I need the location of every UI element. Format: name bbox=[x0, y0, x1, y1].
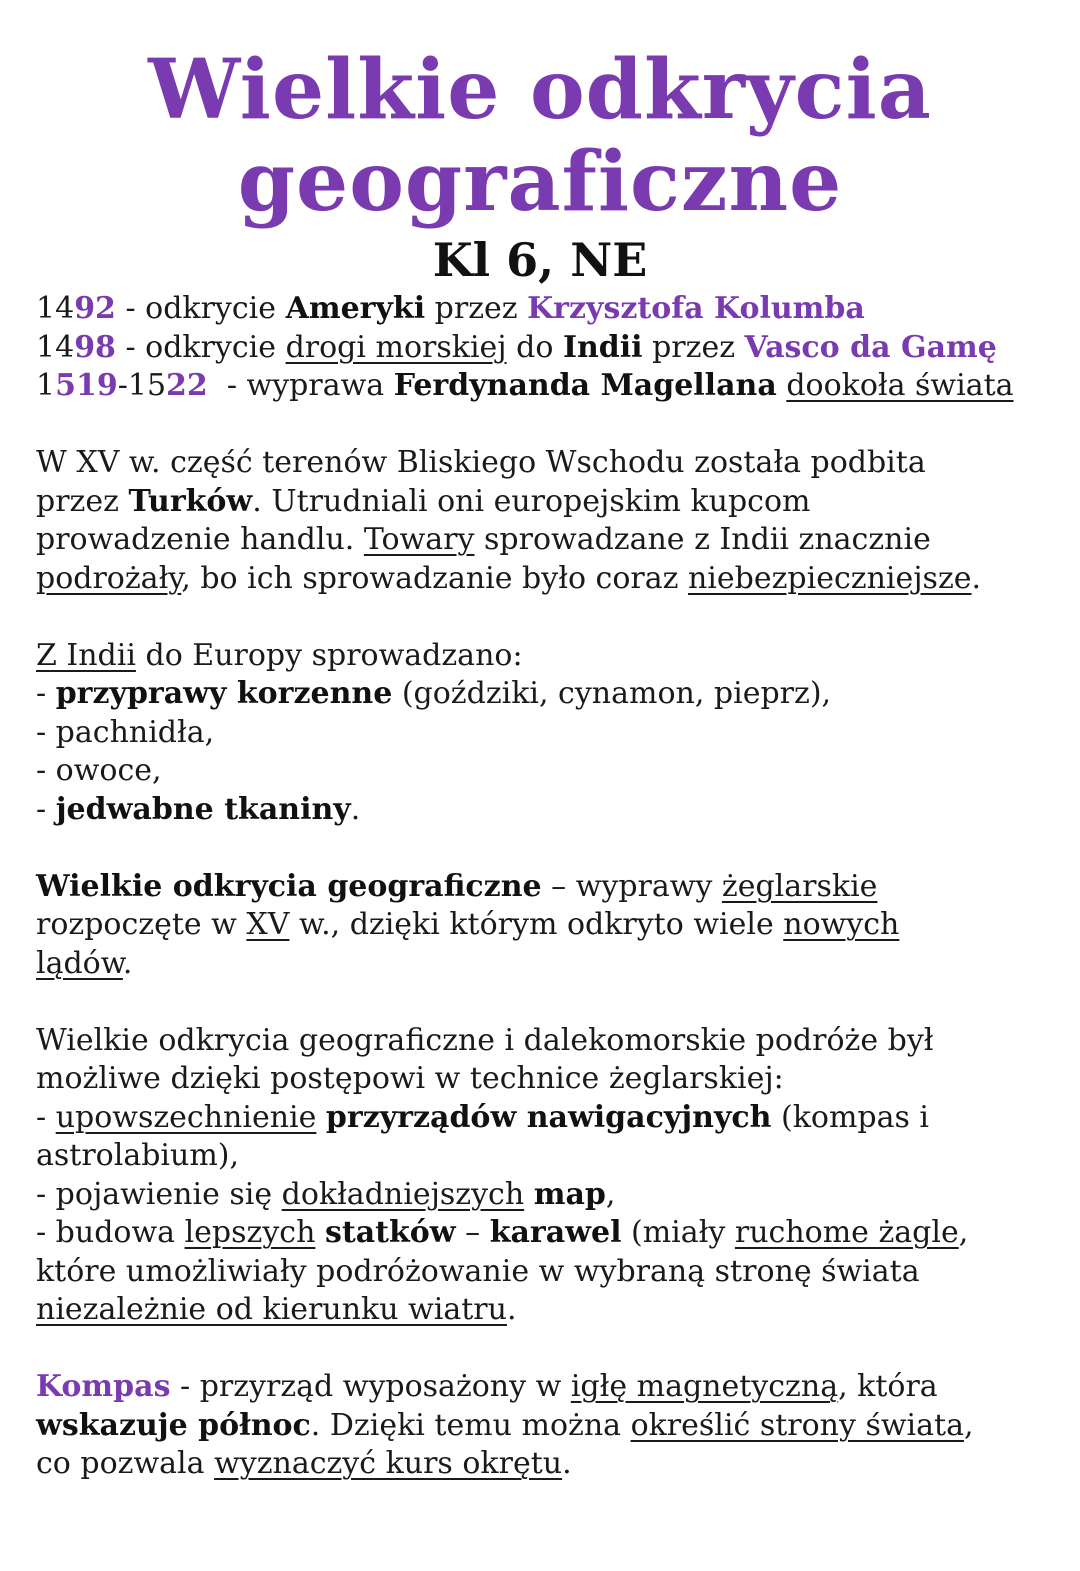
paragraph-line: co pozwala wyznaczyć kurs okrętu. bbox=[36, 1446, 572, 1481]
underlined-term: drogi morskiej bbox=[285, 329, 507, 365]
underlined-term: ruchome żagle bbox=[734, 1215, 959, 1250]
underlined-term: określić strony świata bbox=[630, 1407, 964, 1443]
underlined-term: dookoła świata bbox=[786, 368, 1014, 403]
document-body bbox=[0, 290, 1080, 1484]
page-subtitle: Kl 6, NE bbox=[432, 233, 648, 287]
spacer bbox=[36, 829, 1044, 868]
year-highlight: 519 bbox=[55, 368, 118, 403]
underlined-term: lepszych bbox=[184, 1215, 316, 1250]
year-part: 14 bbox=[36, 329, 75, 365]
year-part: 1 bbox=[36, 368, 56, 403]
keyword: statków bbox=[324, 1215, 456, 1250]
list-item: - budowa lepszych statków – karawel (miały ruchome żagle, bbox=[36, 1215, 969, 1250]
paragraph-line: W XV w. część terenów Bliskiego Wschodu została podbita bbox=[36, 445, 926, 480]
page-title bbox=[0, 44, 1080, 228]
paragraph-line: Z Indii do Europy sprowadzano: bbox=[36, 637, 523, 673]
underlined-term: upowszechnienie bbox=[55, 1099, 317, 1135]
explorer-name: Krzysztofa Kolumba bbox=[527, 291, 865, 326]
paragraph-line: astrolabium), bbox=[36, 1138, 240, 1173]
text: przez bbox=[642, 329, 745, 365]
explorer-name: Ferdynanda Magellana bbox=[393, 368, 777, 403]
paragraph-line: Kompas - przyrząd wyposażony w igłę magnetyczną, która bbox=[36, 1369, 938, 1404]
paragraph-line: przez Turków. Utrudniali oni europejskim kupcom bbox=[36, 483, 811, 519]
explorer-name: Vasco da Gamę bbox=[744, 329, 997, 365]
paragraph-line: lądów. bbox=[36, 945, 133, 981]
keyword: map bbox=[533, 1176, 606, 1212]
keyword: przyprawy korzenne bbox=[55, 676, 393, 711]
underlined-term: nowych bbox=[783, 907, 900, 942]
spacer bbox=[36, 598, 1044, 637]
text: - odkrycie bbox=[115, 329, 286, 365]
paragraph-line: możliwe dzięki postępowi w technice żeglarskiej: bbox=[36, 1061, 784, 1096]
underlined-term: żeglarskie bbox=[721, 868, 878, 904]
underlined-term: lądów bbox=[36, 945, 123, 981]
definition-term: Kompas bbox=[36, 1369, 171, 1404]
paragraph-line: Wielkie odkrycia geograficzne – wyprawy żeglarskie bbox=[36, 868, 878, 904]
underlined-term: wyznaczyć kurs okrętu bbox=[214, 1446, 563, 1481]
paragraph-line: wskazuje północ. Dzięki temu można określić strony świata, bbox=[36, 1407, 974, 1443]
paragraph-line: które umożliwiały podróżowanie w wybraną stronę świata bbox=[36, 1253, 920, 1289]
text: do bbox=[506, 329, 563, 365]
underlined-term: niezależnie od kierunku wiatru bbox=[36, 1292, 507, 1327]
page bbox=[0, 44, 1080, 1484]
paragraph-line: niezależnie od kierunku wiatru. bbox=[36, 1292, 517, 1327]
year-highlight: 98 bbox=[74, 329, 116, 365]
definition-term: Wielkie odkrycia geograficzne bbox=[36, 868, 542, 904]
list-item: - owoce, bbox=[36, 753, 162, 788]
keyword: jedwabne tkaniny bbox=[55, 791, 351, 827]
underlined-term: niebezpieczniejsze bbox=[687, 560, 972, 596]
keyword: Indii bbox=[562, 329, 643, 365]
paragraph-line: podrożały, bo ich sprowadzanie było coraz niebezpieczniejsze. bbox=[36, 560, 982, 596]
paragraph-line: prowadzenie handlu. Towary sprowadzane z Indii znacznie bbox=[36, 522, 931, 557]
paragraph-line: rozpoczęte w XV w., dzięki którym odkryto wiele nowych bbox=[36, 907, 900, 942]
list-item: - pojawienie się dokładniejszych map, bbox=[36, 1176, 616, 1212]
timeline-item bbox=[36, 290, 1044, 329]
year-highlight: 22 bbox=[166, 368, 208, 403]
list-item: - upowszechnienie przyrządów nawigacyjnych (kompas i bbox=[36, 1099, 930, 1135]
timeline-item bbox=[36, 367, 1044, 406]
keyword: przyrządów nawigacyjnych bbox=[325, 1099, 772, 1135]
list-item: - jedwabne tkaniny. bbox=[36, 791, 361, 827]
text bbox=[777, 368, 787, 403]
year-part: -15 bbox=[117, 368, 167, 403]
year-highlight: 92 bbox=[74, 291, 116, 326]
title-line-1: Wielkie odkrycia bbox=[148, 42, 932, 138]
keyword: karawel bbox=[489, 1215, 622, 1250]
timeline-item bbox=[36, 329, 1044, 368]
underlined-term: Z Indii bbox=[36, 637, 136, 673]
underlined-term: dokładniejszych bbox=[281, 1176, 525, 1212]
year-part: 14 bbox=[36, 291, 75, 326]
list-item: - pachnidła, bbox=[36, 714, 215, 750]
spacer bbox=[36, 983, 1044, 1022]
spacer bbox=[36, 1330, 1044, 1369]
spacer bbox=[36, 406, 1044, 445]
underlined-term: Towary bbox=[363, 522, 475, 557]
keyword: wskazuje północ bbox=[36, 1407, 311, 1443]
list-item: - przyprawy korzenne (goździki, cynamon, pieprz), bbox=[36, 676, 832, 711]
underlined-term: igłę magnetyczną bbox=[570, 1369, 839, 1404]
underlined-term: podrożały bbox=[36, 560, 182, 596]
paragraph-line: Wielkie odkrycia geograficzne i dalekomorskie podróże był bbox=[36, 1022, 934, 1058]
underlined-term: XV bbox=[246, 907, 290, 942]
text: - wyprawa bbox=[207, 368, 394, 403]
title-line-2: geograficzne bbox=[237, 134, 843, 230]
text: przez bbox=[425, 291, 528, 326]
text: - odkrycie bbox=[115, 291, 286, 326]
keyword: Turków bbox=[128, 483, 253, 519]
keyword: Ameryki bbox=[285, 291, 426, 326]
